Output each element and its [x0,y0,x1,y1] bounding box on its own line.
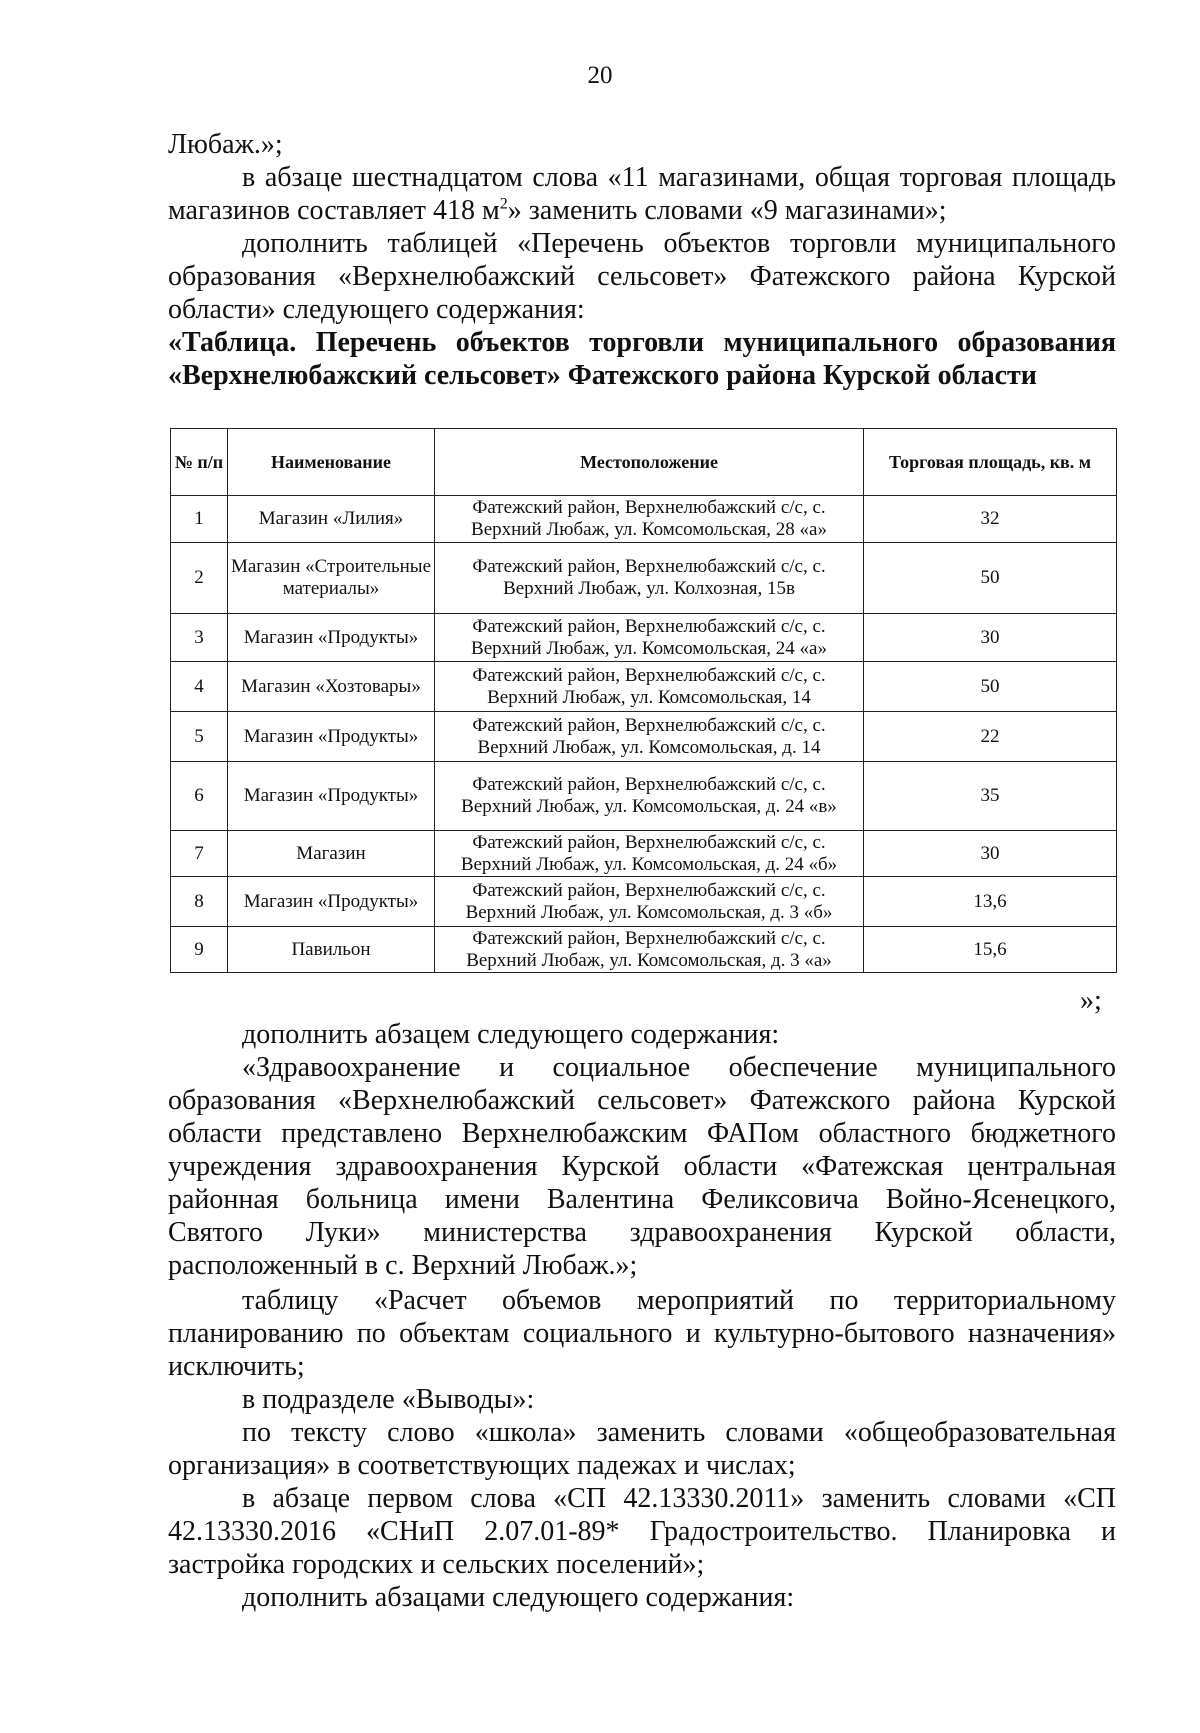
cell-number: 3 [171,614,228,662]
cell-number: 5 [171,712,228,762]
cell-area: 32 [864,496,1117,543]
cell-area: 30 [864,831,1117,877]
cell-area: 22 [864,712,1117,762]
cell-name: Магазин «Продукты» [228,762,435,831]
cell-number: 1 [171,496,228,543]
header-number: № п/п [171,429,228,496]
cell-area: 35 [864,762,1117,831]
paragraph: по тексту слово «школа» заменить словами «общеобразовательная организация» в соответствующих падежах и числах; [168,1417,1116,1481]
table-title: «Таблица. Перечень объектов торговли муниципального образования «Верхнелюбажский сельсовет» Фатежского района Курской области [168,327,1116,391]
superscript: 2 [499,195,508,213]
cell-name: Магазин «Продукты» [228,712,435,762]
table-row [171,762,1117,831]
cell-name: Магазин «Лилия» [228,496,435,543]
cell-location: Фатежский район, Верхнелюбажский с/с, с. Верхний Любаж, ул. Комсомольская, д. 24 «в» [435,762,864,831]
table-row [171,614,1117,662]
header-name: Наименование [228,429,435,496]
cell-location: Фатежский район, Верхнелюбажский с/с, с. Верхний Любаж, ул. Комсомольская, 24 «а» [435,614,864,662]
cell-number: 4 [171,662,228,712]
paragraph-text: » заменить словами «9 магазинами»; [507,195,947,226]
header-location: Местоположение [435,429,864,496]
paragraph-text: в абзаце шестнадцатом слова «11 магазинами, общая торговая площадь магазинов составляет 418 м [168,162,1116,226]
cell-name: Магазин «Хозтовары» [228,662,435,712]
cell-number: 2 [171,543,228,614]
table-row [171,712,1117,762]
cell-area: 15,6 [864,927,1117,973]
paragraph: дополнить абзацем следующего содержания: [242,1019,780,1050]
cell-number: 8 [171,877,228,927]
paragraph: «Здравоохранение и социальное обеспечение муниципального образования «Верхнелюбажский сельсовет» Фатежского района Курской области представлено Верхнелюбажским ФАПом областного бюджетного учреждения здравоохранения Курской области «Фатежская центральная районная больница имени Валентина Феликсовича Войно-Ясенецкого, Святого Луки» министерства здравоохранения Курской области, расположенный в с. Верхний Любаж.»; [168,1052,1116,1281]
cell-location: Фатежский район, Верхнелюбажский с/с, с. Верхний Любаж, ул. Комсомольская, д. 14 [435,712,864,762]
table-row [171,877,1117,927]
cell-name: Магазин «Строительные материалы» [228,543,435,614]
paragraph: Любаж.»; [168,129,283,160]
paragraph [168,161,1116,227]
paragraph: в абзаце первом слова «СП 42.13330.2011» заменить словами «СП 42.13330.2016 «СНиП 2.07.01-89* Градостроительство. Планировка и застройка городских и сельских поселений»; [168,1483,1116,1580]
cell-location: Фатежский район, Верхнелюбажский с/с, с. Верхний Любаж, ул. Комсомольская, 28 «а» [435,496,864,543]
cell-location: Фатежский район, Верхнелюбажский с/с, с. Верхний Любаж, ул. Комсомольская, д. 24 «б» [435,831,864,877]
cell-number: 9 [171,927,228,973]
page-number: 20 [587,62,613,89]
table-row [171,543,1117,614]
table-row [171,927,1117,973]
cell-area: 50 [864,543,1117,614]
cell-area: 50 [864,662,1117,712]
shops-table [170,428,1117,973]
cell-location: Фатежский район, Верхнелюбажский с/с, с. Верхний Любаж, ул. Колхозная, 15в [435,543,864,614]
paragraph: дополнить таблицей «Перечень объектов торговли муниципального образования «Верхнелюбажский сельсовет» Фатежского района Курской области» следующего содержания: [168,228,1116,325]
table-row [171,662,1117,712]
table-row [171,496,1117,543]
cell-area: 13,6 [864,877,1117,927]
cell-location: Фатежский район, Верхнелюбажский с/с, с. Верхний Любаж, ул. Комсомольская, 14 [435,662,864,712]
cell-name: Магазин «Продукты» [228,877,435,927]
cell-name: Магазин [228,831,435,877]
cell-number: 6 [171,762,228,831]
cell-name: Павильон [228,927,435,973]
cell-location: Фатежский район, Верхнелюбажский с/с, с. Верхний Любаж, ул. Комсомольская, д. 3 «а» [435,927,864,973]
cell-name: Магазин «Продукты» [228,614,435,662]
cell-number: 7 [171,831,228,877]
paragraph: дополнить абзацами следующего содержания: [242,1582,795,1613]
paragraph: таблицу «Расчет объемов мероприятий по территориальному планированию по объектам социального и культурно-бытового назначения» исключить; [168,1285,1116,1382]
paragraph: в подразделе «Выводы»: [242,1384,535,1415]
header-area: Торговая площадь, кв. м [864,429,1117,496]
table-closing-quote: »; [1080,985,1102,1016]
cell-area: 30 [864,614,1117,662]
table-row [171,831,1117,877]
table-header-row [171,429,1117,496]
cell-location: Фатежский район, Верхнелюбажский с/с, с. Верхний Любаж, ул. Комсомольская, д. 3 «б» [435,877,864,927]
